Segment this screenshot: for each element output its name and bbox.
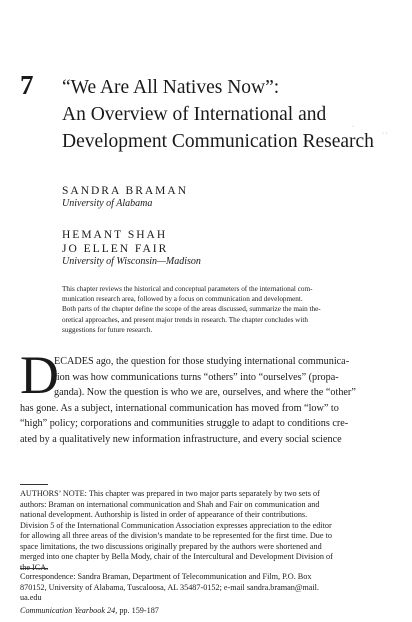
author-affiliation: University of Alabama bbox=[62, 198, 153, 209]
journal-citation bbox=[20, 606, 159, 616]
note-line: authors: Braman on international communication and Shah and Fair on communication and bbox=[20, 499, 320, 509]
page-range: pp. 159-187 bbox=[119, 606, 159, 615]
correspondence-rule bbox=[20, 568, 48, 569]
body-line: tion was how communications turns “others” into “ourselves” (propa- bbox=[54, 371, 339, 383]
abstract-line: This chapter reviews the historical and conceptual parameters of the international com- bbox=[62, 285, 313, 293]
abstract-line: oretical approaches, and present major trends in research. The chapter concludes with bbox=[62, 315, 308, 324]
note-line: space limitations, the two discussions originally prepared by the authors were shortened and bbox=[20, 541, 322, 551]
print-speck: · · bbox=[382, 131, 388, 137]
drop-cap: D bbox=[20, 345, 59, 405]
body-line: ganda). Now the question is who we are, ourselves, and where the “other” bbox=[54, 387, 356, 399]
author-affiliation: University of Wisconsin—Madison bbox=[62, 256, 201, 267]
journal-name: Communication Yearbook 24, bbox=[20, 606, 118, 615]
author-name: JO ELLEN FAIR bbox=[62, 243, 169, 255]
note-line: national development. Authorship is listed in order of appearance of their contributions. bbox=[20, 510, 308, 519]
correspondence-line: 870152, University of Alabama, Tuscaloosa, AL 35487-0152; e-mail sandra.braman@mail. bbox=[20, 582, 319, 592]
note-line: for allowing all three areas of the division’s mandate to be represented for the first time. Due to bbox=[20, 531, 332, 540]
correspondence-line: Correspondence: Sandra Braman, Department of Telecommunication and Film, P.O. Box bbox=[20, 572, 312, 581]
body-line: “high” policy; corporations and communities struggle to adapt to conditions cre- bbox=[20, 418, 349, 430]
abstract-line: suggestions for future research. bbox=[62, 325, 153, 334]
correspondence bbox=[20, 572, 396, 604]
body-line: ECADES ago, the question for those studying international communica- bbox=[54, 356, 350, 367]
note-line: AUTHORS’ NOTE: This chapter was prepared in two major parts separately by two sets of bbox=[20, 489, 320, 498]
title-line: Development Communication Research bbox=[62, 131, 374, 152]
authors-note bbox=[20, 489, 396, 573]
chapter-title bbox=[62, 74, 402, 155]
correspondence-line: ua.edu bbox=[20, 593, 42, 602]
abstract-line: munication research area, followed by a focus on communication and development. bbox=[62, 295, 303, 304]
print-speck: · bbox=[352, 124, 354, 130]
abstract-line: Both parts of the chapter define the scope of the areas discussed, summarize the main the- bbox=[62, 305, 321, 314]
note-line: merged into one chapter by Bella Mody, chair of the Intercultural and Development Division of bbox=[20, 552, 333, 561]
note-line: the ICA. bbox=[20, 562, 49, 572]
body-paragraph bbox=[20, 354, 396, 448]
note-line: Division 5 of the International Communication Association expresses appreciation to the editor bbox=[20, 520, 332, 530]
author-name: HEMANT SHAH bbox=[62, 229, 168, 241]
abstract bbox=[62, 284, 396, 335]
body-line: has gone. As a subject, international communication has moved from “low” to bbox=[20, 402, 339, 414]
footnote-rule bbox=[20, 484, 48, 485]
body-line: ated by a qualitatively new information infrastructure, and every social science bbox=[20, 433, 342, 445]
title-line: An Overview of International and bbox=[62, 104, 327, 125]
author-name: SANDRA BRAMAN bbox=[62, 185, 189, 197]
chapter-number: 7 bbox=[20, 70, 34, 100]
title-line: “We Are All Natives Now”: bbox=[62, 77, 280, 98]
